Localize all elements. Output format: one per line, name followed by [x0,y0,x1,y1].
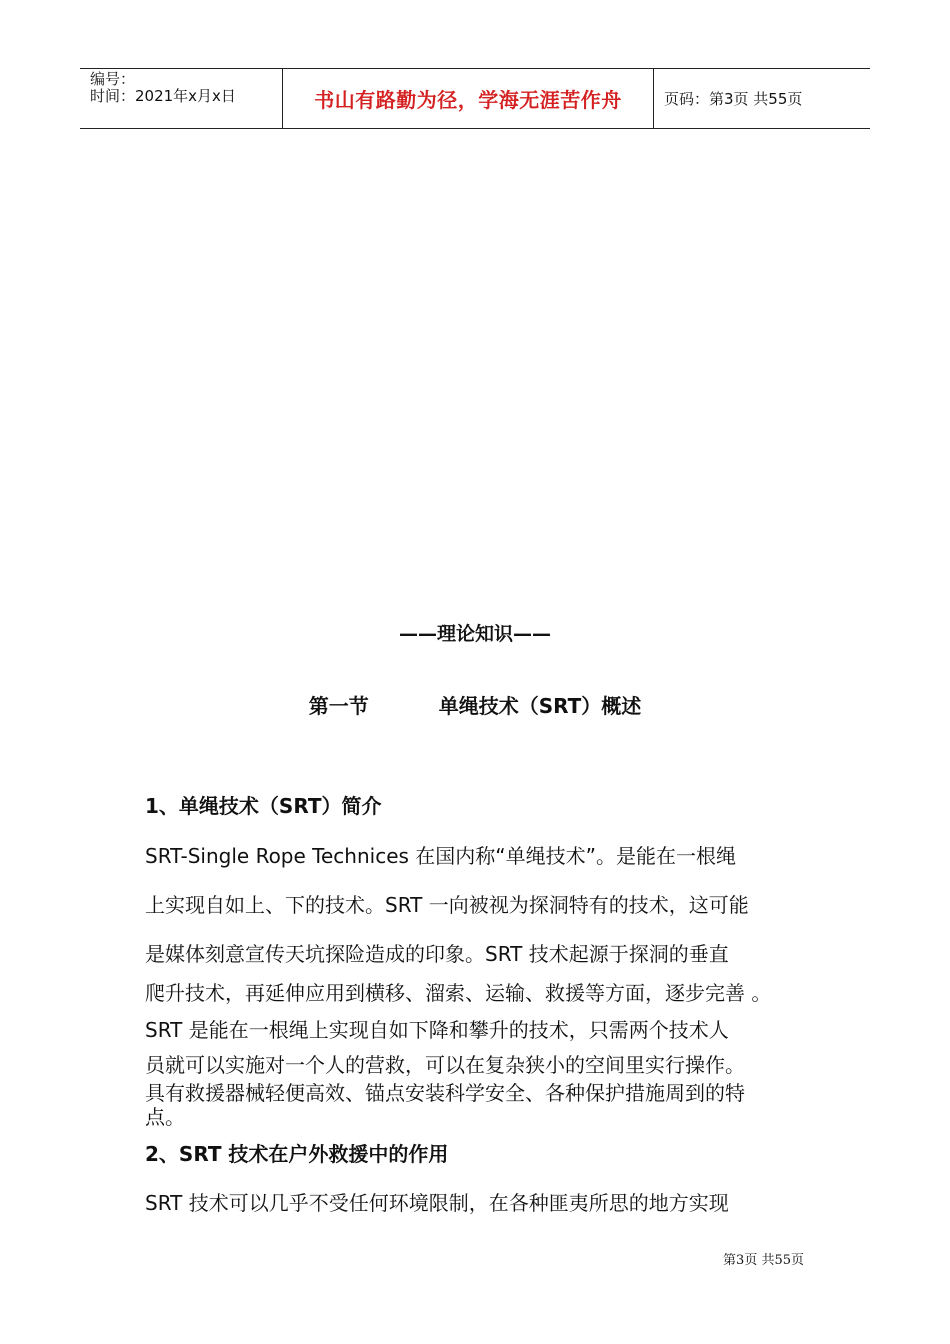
paragraph-line: 点。 [145,1105,185,1129]
part-title: ——理论知识—— [398,623,551,645]
header-meta [80,69,282,128]
paragraph-line: 具有救援器械轻便高效、锚点安装科学安全、各种保护措施周到的特 [145,1081,745,1105]
number-label: 编号： [90,70,136,88]
header-page-info [654,69,870,128]
paragraph-line: SRT 技术可以几乎不受任何环境限制，在各种匪夷所思的地方实现 [145,1191,729,1215]
paragraph-line: 爬升技术，再延伸应用到横移、溜索、运输、救援等方面，逐步完善 。 [145,981,772,1005]
page-footer: 第3页 共55页 [723,1253,804,1268]
page-info-text: 页码：第3页 共55页 [664,90,803,108]
paragraph-line: 是媒体刻意宣传天坑探险造成的印象。SRT 技术起源于探洞的垂直 [145,942,729,966]
heading-srt-role: 2、SRT 技术在户外救援中的作用 [145,1142,449,1166]
paragraph-line: 上实现自如上、下的技术。SRT 一向被视为探洞特有的技术，这可能 [145,893,749,917]
paragraph-line: 员就可以实施对一个人的营救，可以在复杂狭小的空间里实行操作。 [145,1053,745,1077]
section-title [0,690,950,719]
header-motto-cell [282,69,654,128]
section-name: 单绳技术（SRT）概述 [438,694,642,718]
heading-srt-intro: 1、单绳技术（SRT）简介 [145,794,382,818]
paragraph-line: SRT-Single Rope Technices 在国内称“单绳技术”。是能在一根绳 [145,844,736,868]
paragraph-line: SRT 是能在一根绳上实现自如下降和攀升的技术，只需两个技术人 [145,1018,729,1042]
section-number: 第一节 [308,694,369,718]
header-motto: 书山有路勤为径，学海无涯苦作舟 [314,88,622,112]
page-header [80,68,870,129]
time-label: 时间：2021年x月x日 [90,87,236,105]
